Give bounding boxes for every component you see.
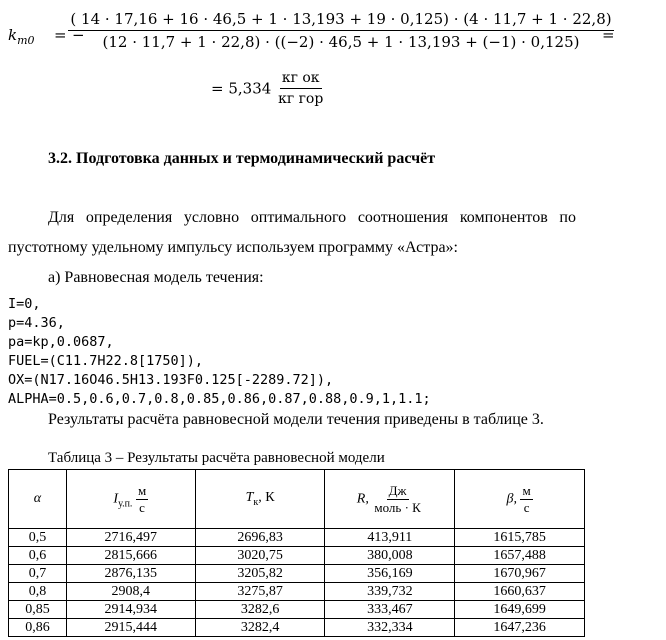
formula-denominator: (12 · 11,7 + 1 · 22,8) · ((−2) · 46,5 + 1 · 13,193 + (−1) · 0,125) xyxy=(102,33,580,51)
cell-impulse: 2915,444 xyxy=(66,619,195,637)
table-row xyxy=(9,529,585,547)
code-line: I=0, xyxy=(8,296,41,312)
cell-impulse: 2815,666 xyxy=(66,547,195,565)
cell-impulse: 2908,4 xyxy=(66,583,195,601)
code-line: FUEL=(C11.7H22.8[1750]), xyxy=(8,353,204,369)
cell-alpha: 0,7 xyxy=(9,565,67,583)
formula-result xyxy=(211,70,325,114)
code-line: pa=kp,0.0687, xyxy=(8,334,114,350)
cell-beta: 1649,699 xyxy=(455,601,585,619)
header-gas-constant: R, Дж моль · К xyxy=(325,470,455,529)
cell-temperature: 2696,83 xyxy=(195,529,325,547)
cell-gas-constant: 413,911 xyxy=(325,529,455,547)
table-row xyxy=(9,601,585,619)
header-impulse: $I_{у.п.}$ м с xyxy=(66,470,195,529)
table-row xyxy=(9,547,585,565)
cell-gas-constant: 333,467 xyxy=(325,601,455,619)
cell-beta: 1657,488 xyxy=(455,547,585,565)
results-sentence: Результаты расчёта равновесной модели течения приведены в таблице 3. xyxy=(48,411,544,428)
cell-temperature: 3275,87 xyxy=(195,583,325,601)
cell-temperature: 3282,4 xyxy=(195,619,325,637)
table-caption: Таблица 3 – Результаты расчёта равновесной модели xyxy=(48,450,385,466)
cell-impulse: 2716,497 xyxy=(66,529,195,547)
table-row xyxy=(9,583,585,601)
cell-impulse: 2876,135 xyxy=(66,565,195,583)
cell-gas-constant: 380,008 xyxy=(325,547,455,565)
formula-equals: = xyxy=(54,26,67,44)
unit-denominator: кг гор xyxy=(278,91,324,107)
cell-beta: 1670,967 xyxy=(455,565,585,583)
formula-km0 xyxy=(8,10,658,66)
cell-beta: 1615,785 xyxy=(455,529,585,547)
cell-beta: 1647,236 xyxy=(455,619,585,637)
intro-line-1: Для определения условно оптимального соотношения компонентов по xyxy=(48,209,576,226)
formula-result-value: = 5,334 xyxy=(211,79,272,98)
cell-impulse: 2914,934 xyxy=(66,601,195,619)
cell-gas-constant: 332,334 xyxy=(325,619,455,637)
cell-alpha: 0,6 xyxy=(9,547,67,565)
cell-alpha: 0,5 xyxy=(9,529,67,547)
section-heading: 3.2. Подготовка данных и термодинамический расчёт xyxy=(48,150,436,167)
cell-temperature: 3020,75 xyxy=(195,547,325,565)
code-line: p=4.36, xyxy=(8,315,65,331)
cell-gas-constant: 356,169 xyxy=(325,565,455,583)
cell-alpha: 0,86 xyxy=(9,619,67,637)
code-line: ALPHA=0.5,0.6,0.7,0.8,0.85,0.86,0.87,0.88,0.9,1,1.1; xyxy=(8,391,431,407)
code-block xyxy=(8,295,431,409)
formula-trailing-equals: = xyxy=(602,26,615,44)
formula-minus: − xyxy=(72,26,85,44)
unit-numerator: кг ок xyxy=(280,70,322,89)
cell-temperature: 3282,6 xyxy=(195,601,325,619)
table-row xyxy=(9,565,585,583)
formula-fraction xyxy=(70,10,612,51)
intro-line-2: пустотному удельному импульсу используем программу «Астра»: xyxy=(8,239,458,256)
formula-numerator: ( 14 · 17,16 + 16 · 46,5 + 1 · 13,193 + 19 · 0,125) · (4 · 11,7 + 1 · 22,8) xyxy=(68,10,613,31)
cell-gas-constant: 339,732 xyxy=(325,583,455,601)
formula-result-unit xyxy=(276,70,325,107)
table-header-row xyxy=(9,470,585,529)
code-line: OX=(N17.16O46.5H13.193F0.125[-2289.72]), xyxy=(8,372,334,388)
cell-alpha: 0,8 xyxy=(9,583,67,601)
subitem-a: а) Равновесная модель течения: xyxy=(48,269,264,286)
cell-beta: 1660,637 xyxy=(455,583,585,601)
table-row xyxy=(9,619,585,637)
cell-temperature: 3205,82 xyxy=(195,565,325,583)
header-alpha: α xyxy=(9,470,67,529)
results-table xyxy=(8,469,585,637)
formula-lhs: $k_{m0}$ xyxy=(8,26,35,47)
header-beta: β, м с xyxy=(455,470,585,529)
cell-alpha: 0,85 xyxy=(9,601,67,619)
header-temperature: $T_к$, К xyxy=(195,470,325,529)
